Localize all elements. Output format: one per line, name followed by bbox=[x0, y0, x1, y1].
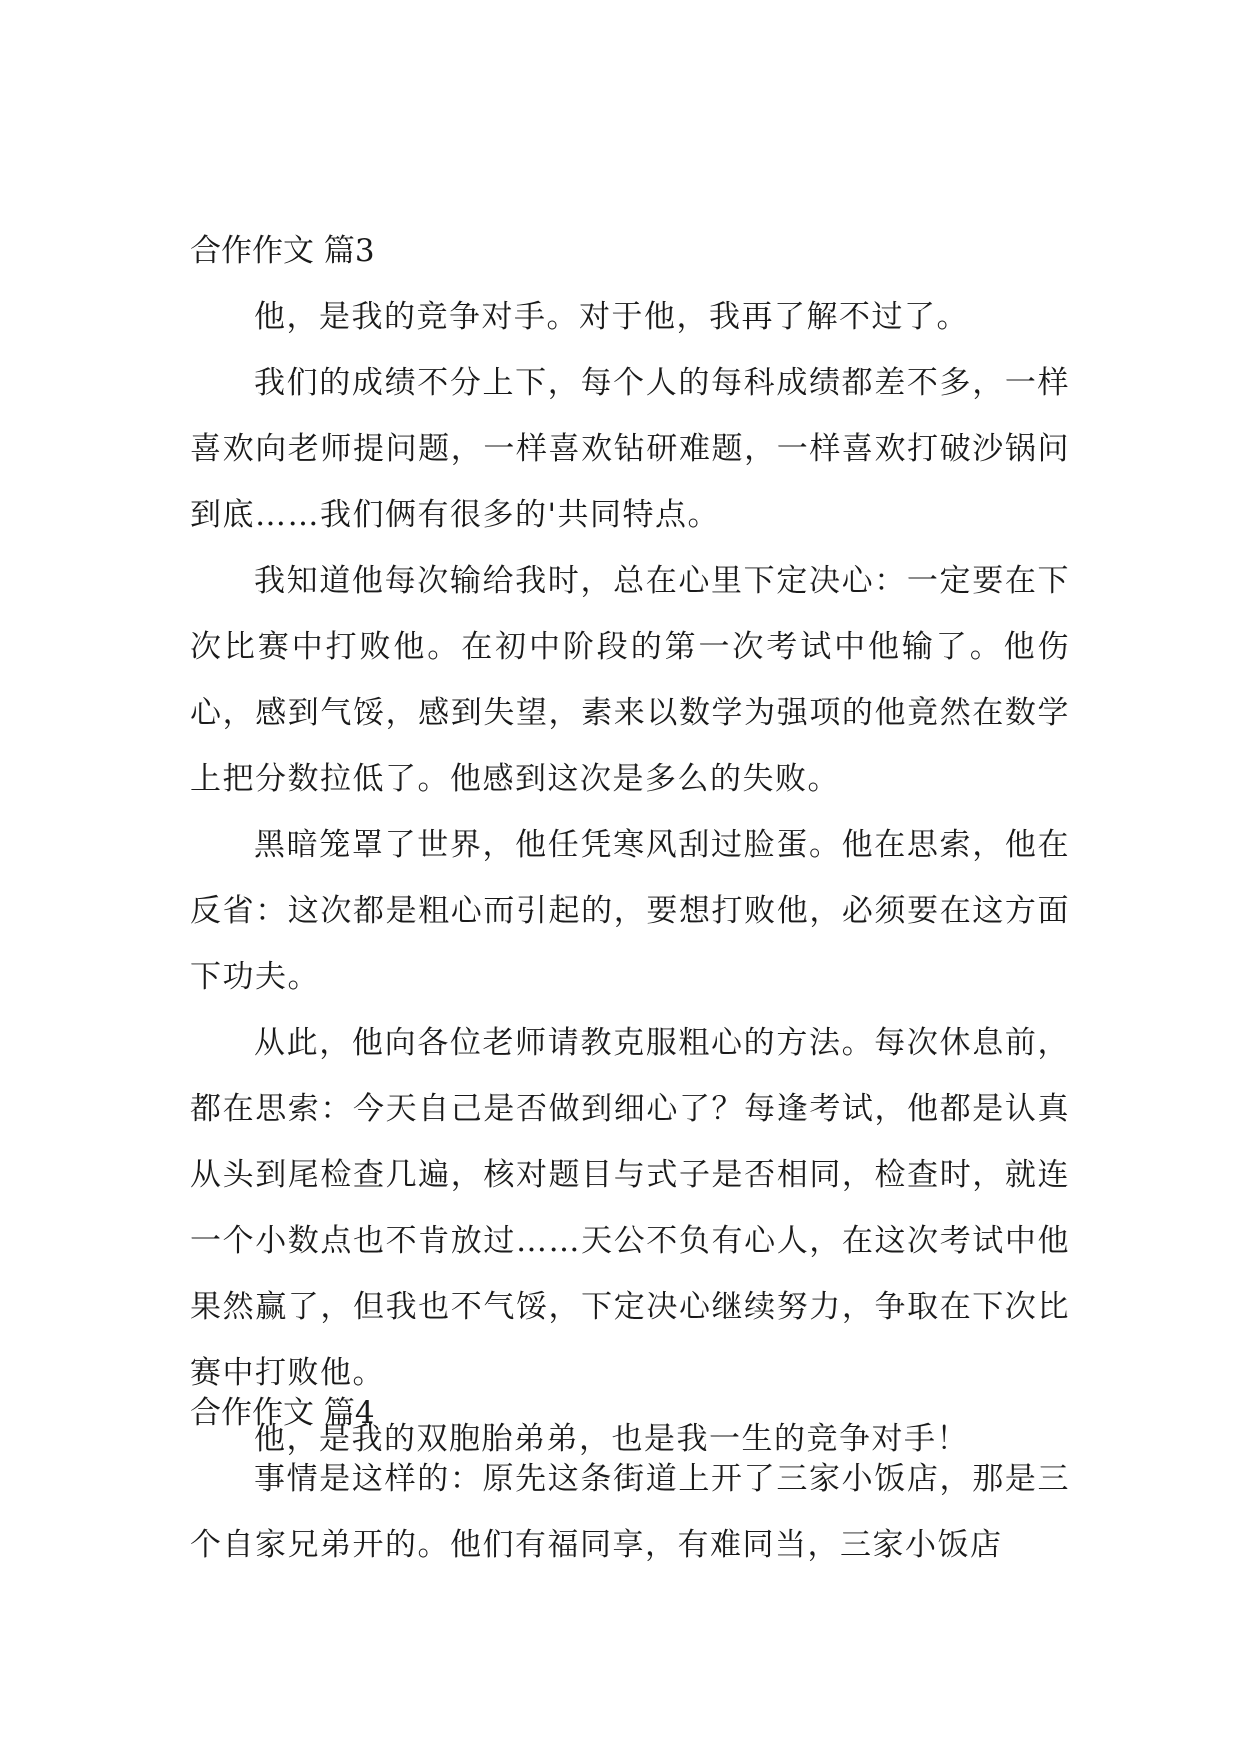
essay-section-3 bbox=[190, 218, 1070, 1472]
paragraph: 他，是我的双胞胎弟弟，也是我一生的竞争对手！ bbox=[254, 1421, 969, 1457]
section-heading: 合作作文 篇4 bbox=[190, 1395, 375, 1431]
paragraph: 他，是我的竞争对手。对于他，我再了解不过了。 bbox=[254, 299, 969, 335]
essay-section-4 bbox=[190, 1380, 1070, 1578]
paragraph: 我们的成绩不分上下，每个人的每科成绩都差不多，一样喜欢向老师提问题，一样喜欢钻研难题，一样喜欢打破沙锅问到底……我们俩有很多的'共同特点。 bbox=[190, 365, 1070, 533]
paragraph: 事情是这样的：原先这条街道上开了三家小饭店，那是三个自家兄弟开的。他们有福同享，有难同当，三家小饭店 bbox=[190, 1461, 1070, 1563]
section-heading: 合作作文 篇3 bbox=[190, 233, 375, 269]
paragraph: 黑暗笼罩了世界，他任凭寒风刮过脸蛋。他在思索，他在反省：这次都是粗心而引起的，要想打败他，必须要在这方面下功夫。 bbox=[190, 827, 1070, 995]
paragraph: 从此，他向各位老师请教克服粗心的方法。每次休息前，都在思索：今天自己是否做到细心了？每逢考试，他都是认真从头到尾检查几遍，核对题目与式子是否相同，检查时，就连一个小数点也不肯放过……天公不负有心人，在这次考试中他果然赢了，但我也不气馁，下定决心继续努力，争取在下次比赛中打败他。 bbox=[190, 1025, 1070, 1391]
paragraph: 我知道他每次输给我时，总在心里下定决心：一定要在下次比赛中打败他。在初中阶段的第一次考试中他输了。他伤心，感到气馁，感到失望，素来以数学为强项的他竟然在数学上把分数拉低了。他感到这次是多么的失败。 bbox=[190, 563, 1070, 797]
